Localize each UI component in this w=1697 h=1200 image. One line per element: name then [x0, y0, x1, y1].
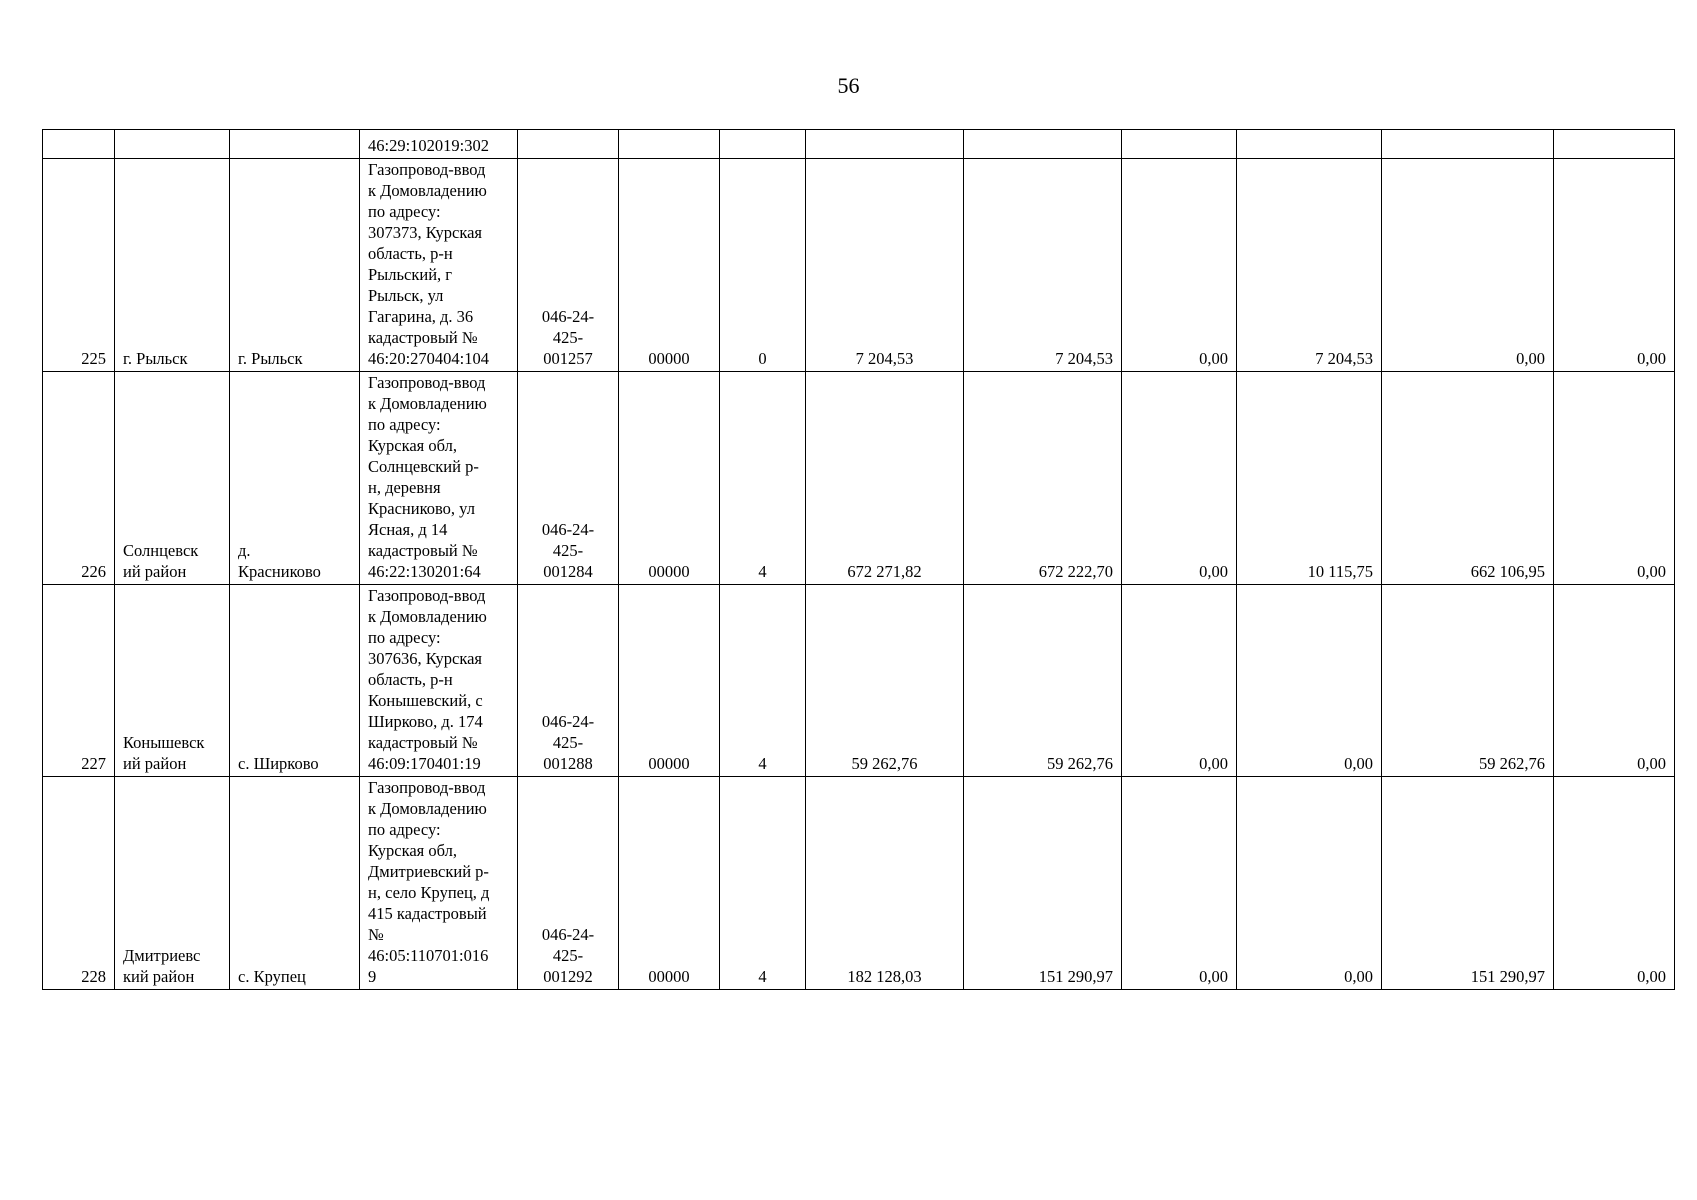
- cell-code: [619, 130, 720, 159]
- cell-settlement: г. Рыльск: [230, 159, 360, 372]
- cell-no: [43, 130, 115, 159]
- cell-col11: [1237, 130, 1382, 159]
- cell-inv: 046-24- 425- 001288: [518, 585, 619, 777]
- cell-col8: 7 204,53: [806, 159, 964, 372]
- cell-col9: 7 204,53: [964, 159, 1122, 372]
- cell-code: 00000: [619, 159, 720, 372]
- cell-col10: 0,00: [1122, 585, 1237, 777]
- cell-col7: 4: [720, 372, 806, 585]
- cell-col12: 59 262,76: [1382, 585, 1554, 777]
- cell-col9: 151 290,97: [964, 777, 1122, 990]
- cell-object: Газопровод-ввод к Домовладению по адресу: Курская обл, Солнцевский р- н, деревня Красниково, ул Ясная, д 14 кадастровый № 46:22:130201:64: [360, 372, 518, 585]
- cell-col11: 7 204,53: [1237, 159, 1382, 372]
- cell-no: 227: [43, 585, 115, 777]
- cell-no: 225: [43, 159, 115, 372]
- cell-col11: 10 115,75: [1237, 372, 1382, 585]
- table-row: [43, 777, 1675, 990]
- cell-settlement: д. Красниково: [230, 372, 360, 585]
- carry-over-row: [43, 130, 1675, 159]
- cell-settlement: с. Ширково: [230, 585, 360, 777]
- cell-col10: 0,00: [1122, 159, 1237, 372]
- cell-object: Газопровод-ввод к Домовладению по адресу: 307636, Курская область, р-н Конышевский, с Ширково, д. 174 кадастровый № 46:09:170401:19: [360, 585, 518, 777]
- cell-settlement: [230, 130, 360, 159]
- cell-col13: 0,00: [1554, 777, 1675, 990]
- cell-no: 228: [43, 777, 115, 990]
- cell-col7: 4: [720, 585, 806, 777]
- asset-register-table: [42, 129, 1675, 990]
- cell-col8: 672 271,82: [806, 372, 964, 585]
- cell-col11: 0,00: [1237, 585, 1382, 777]
- cell-col12: [1382, 130, 1554, 159]
- cell-col10: 0,00: [1122, 777, 1237, 990]
- cell-col7: 4: [720, 777, 806, 990]
- cell-inv: 046-24- 425- 001284: [518, 372, 619, 585]
- cell-object: Газопровод-ввод к Домовладению по адресу: Курская обл, Дмитриевский р- н, село Крупец, д 415 кадастровый № 46:05:110701:016 9: [360, 777, 518, 990]
- cell-col10: 0,00: [1122, 372, 1237, 585]
- cell-code: 00000: [619, 777, 720, 990]
- cell-col8: [806, 130, 964, 159]
- cell-col13: 0,00: [1554, 585, 1675, 777]
- cell-object: Газопровод-ввод к Домовладению по адресу: 307373, Курская область, р-н Рыльский, г Рыльск, ул Гагарина, д. 36 кадастровый № 46:20:270404:104: [360, 159, 518, 372]
- table-row: [43, 159, 1675, 372]
- cell-inv: [518, 130, 619, 159]
- cell-col12: 151 290,97: [1382, 777, 1554, 990]
- cell-settlement: с. Крупец: [230, 777, 360, 990]
- cell-inv: 046-24- 425- 001292: [518, 777, 619, 990]
- cell-district: Дмитриевс кий район: [115, 777, 230, 990]
- cell-col9: 672 222,70: [964, 372, 1122, 585]
- table-row: [43, 372, 1675, 585]
- cell-col12: 662 106,95: [1382, 372, 1554, 585]
- cell-col10: [1122, 130, 1237, 159]
- cell-code: 00000: [619, 585, 720, 777]
- cell-col9: 59 262,76: [964, 585, 1122, 777]
- cell-inv: 046-24- 425- 001257: [518, 159, 619, 372]
- cell-col7: [720, 130, 806, 159]
- cell-col13: [1554, 130, 1675, 159]
- cell-district: [115, 130, 230, 159]
- cell-col7: 0: [720, 159, 806, 372]
- cell-col8: 182 128,03: [806, 777, 964, 990]
- cell-district: Конышевск ий район: [115, 585, 230, 777]
- cell-district: Солнцевск ий район: [115, 372, 230, 585]
- cell-col12: 0,00: [1382, 159, 1554, 372]
- cell-object: 46:29:102019:302: [360, 130, 518, 159]
- cell-col9: [964, 130, 1122, 159]
- cell-code: 00000: [619, 372, 720, 585]
- cell-col13: 0,00: [1554, 372, 1675, 585]
- cell-col13: 0,00: [1554, 159, 1675, 372]
- table-row: [43, 585, 1675, 777]
- cell-col8: 59 262,76: [806, 585, 964, 777]
- cell-no: 226: [43, 372, 115, 585]
- cell-col11: 0,00: [1237, 777, 1382, 990]
- cell-district: г. Рыльск: [115, 159, 230, 372]
- page-number: 56: [837, 73, 860, 98]
